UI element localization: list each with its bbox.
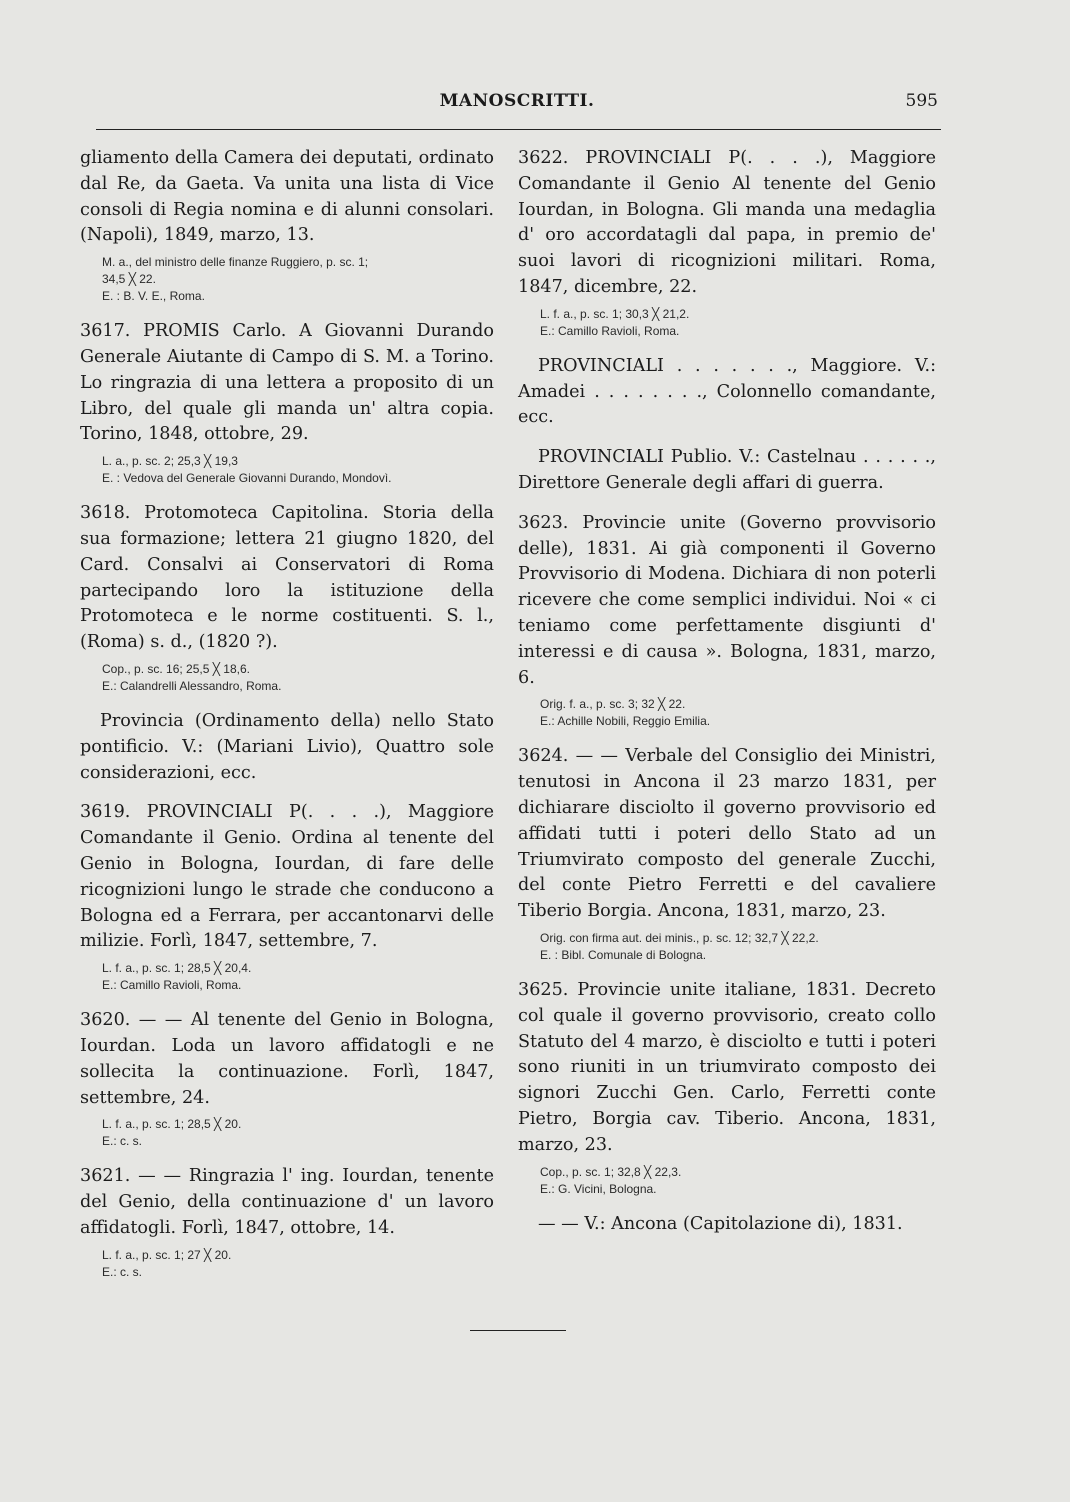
description-line: Orig. f. a., p. sc. 3; 32 ╳ 22. [540,697,686,712]
entry-text: 3620. — — Al tenente del Genio in Bologna, Iourdan. Loda un lavoro affidatogli e ne sollecita la continuazione. Forlì, 1847, settembre, 24. [80,1010,494,1108]
entry-description [540,930,936,964]
entry-text: 3623. Provincie unite (Governo provvisorio delle), 1831. Ai già componenti il Governo Provvisorio di Modena. Dichiara di non poterli ricevere che come semplici individui. Noi « ci teniamo come perfettamente disgiunti d' interessi e di causa ». Bologna, 1831, marzo, 6. [518,512,936,688]
catalog-entry [80,319,494,487]
description-line: E.: c. s. [102,1264,143,1279]
description-line: L. f. a., p. sc. 1; 30,3 ╳ 21,2. [540,306,690,321]
entry-text: 3619. PROVINCIALI P(. . . .), Maggiore Comandante il Genio. Ordina al tenente del Genio in Bologna, Iourdan, di fare delle ricognizioni lungo le strade che conducono a Bologna ed a Ferrara, per accantonarvi delle milizie. Forlì, 1847, settembre, 7. [80,802,494,952]
description-line: E. : Bibl. Comunale di Bologna. [540,947,707,962]
entry-text: 3617. PROMIS Carlo. A Giovanni Durando Generale Aiutante di Campo di S. M. a Torino. Lo ringrazia di una lettera a proposito di un Libro, del quale gli manda un' altra copia. Torino, 1848, ottobre, 29. [80,321,494,445]
entry-text: — — V.: Ancona (Capitolazione di), 1831. [538,1213,903,1234]
entry-text: Provincia (Ordinamento della) nello Stato pontificio. V.: (Mariani Livio), Quattro sole considerazioni, ecc. [80,710,494,783]
catalog-entry [80,1008,494,1150]
description-line: 34,5 ╳ 22. [102,272,156,287]
cross-reference-entry [518,354,936,431]
entry-text: 3622. PROVINCIALI P(. . . .), Maggiore Comandante il Genio Al tenente del Genio Iourdan, in Bologna. Gli manda una medaglia d' oro accordatagli dal papa, in premio de' suoi lavori di ricognizioni militari. Roma, 1847, dicembre, 22. [518,148,936,297]
entry-text: 3618. Protomoteca Capitolina. Storia della sua formazione; lettera 21 giugno 1820, del Card. Consalvi ai Conservatori di Roma partecipando loro la istituzione della Protomoteca e le norme costituenti. S. l., (Roma) s. d., (1820 ?). [80,503,494,653]
description-line: E.: Camillo Ravioli, Roma. [540,323,680,338]
description-line: L. f. a., p. sc. 1; 28,5 ╳ 20. [102,1117,242,1132]
description-line: Orig. con firma aut. dei minis., p. sc. 12; 32,7 ╳ 22,2. [540,930,819,945]
running-head-title: MANOSCRITTI. [439,91,595,111]
catalog-entry [80,1164,494,1280]
description-line: E.: Calandrelli Alessandro, Roma. [102,678,282,693]
entry-text: PROVINCIALI Publio. V.: Castelnau . . . . . ., Direttore Generale degli affari di guerra. [518,447,936,493]
catalog-entry [80,800,494,994]
catalog-entry [80,501,494,695]
entry-description [540,306,936,340]
description-line: L. f. a., p. sc. 1; 27 ╳ 20. [102,1247,232,1262]
catalog-entry [518,978,936,1198]
entry-description [102,661,494,695]
entry-description [102,1116,494,1150]
entry-text: 3621. — — Ringrazia l' ing. Iourdan, tenente del Genio, della continuazione d' un lavoro affidatogli. Forlì, 1847, ottobre, 14. [80,1166,494,1238]
cross-reference-entry [80,709,494,786]
right-column [518,146,936,1251]
catalog-entry [518,744,936,964]
description-line: E. : B. V. E., Roma. [102,289,205,304]
left-column [80,146,494,1295]
entry-text: 3625. Provincie unite italiane, 1831. Decreto col quale il governo provvisorio, creato collo Statuto del 4 marzo, è disciolto e tutti i poteri sono riuniti in un triumvirato composto dei signori Zucchi Gen. Carlo, Ferretti conte Pietro, Borgia cav. Tiberio. Ancona, 1831, marzo, 23. [518,979,936,1155]
catalog-entry [80,146,494,305]
description-line: L. f. a., p. sc. 1; 28,5 ╳ 20,4. [102,961,252,976]
description-line: E.: Camillo Ravioli, Roma. [102,978,242,993]
description-line: E.: G. Vicini, Bologna. [540,1181,657,1196]
description-line: Cop., p. sc. 16; 25,5 ╳ 18,6. [102,661,250,676]
description-line: Cop., p. sc. 1; 32,8 ╳ 22,3. [540,1164,682,1179]
catalog-entry [518,146,936,340]
description-line: E.: Achille Nobili, Reggio Emilia. [540,714,711,729]
cross-reference-entry [518,1212,936,1238]
entry-description [102,453,494,487]
description-line: M. a., del ministro delle finanze Ruggiero, p. sc. 1; [102,255,369,270]
header-rule [96,129,941,130]
entry-text: 3624. — — Verbale del Consiglio dei Ministri, tenutosi in Ancona il 23 marzo 1831, per dichiarare disciolto il governo provvisorio ed affidati tutti i poteri dello Stato ad un Triumvirato composto del generale Zucchi, del conte Pietro Ferretti e del cavaliere Tiberio Borgia. Ancona, 1831, marzo, 23. [518,746,936,922]
description-line: L. a., p. sc. 2; 25,3 ╳ 19,3 [102,454,238,469]
entry-text: gliamento della Camera dei deputati, ordinato dal Re, da Gaeta. Va unita una lista di Vice consoli di Regia nomina e di alunni consolari. (Napoli), 1849, marzo, 13. [80,148,494,246]
entry-description [540,1164,936,1198]
entry-text: PROVINCIALI . . . . . . ., Maggiore. V.: Amadei . . . . . . . ., Colonnello comandante, ecc. [518,355,936,428]
description-line: E.: c. s. [102,1134,143,1149]
catalog-entry [518,511,936,731]
page-number: 595 [905,91,938,111]
entry-description [102,1247,494,1281]
end-rule [470,1330,566,1331]
entry-description [540,696,936,730]
cross-reference-entry [518,445,936,497]
description-line: E. : Vedova del Generale Giovanni Durando, Mondovì. [102,471,392,486]
entry-description [102,254,494,305]
running-head [96,91,938,121]
entry-description [102,960,494,994]
